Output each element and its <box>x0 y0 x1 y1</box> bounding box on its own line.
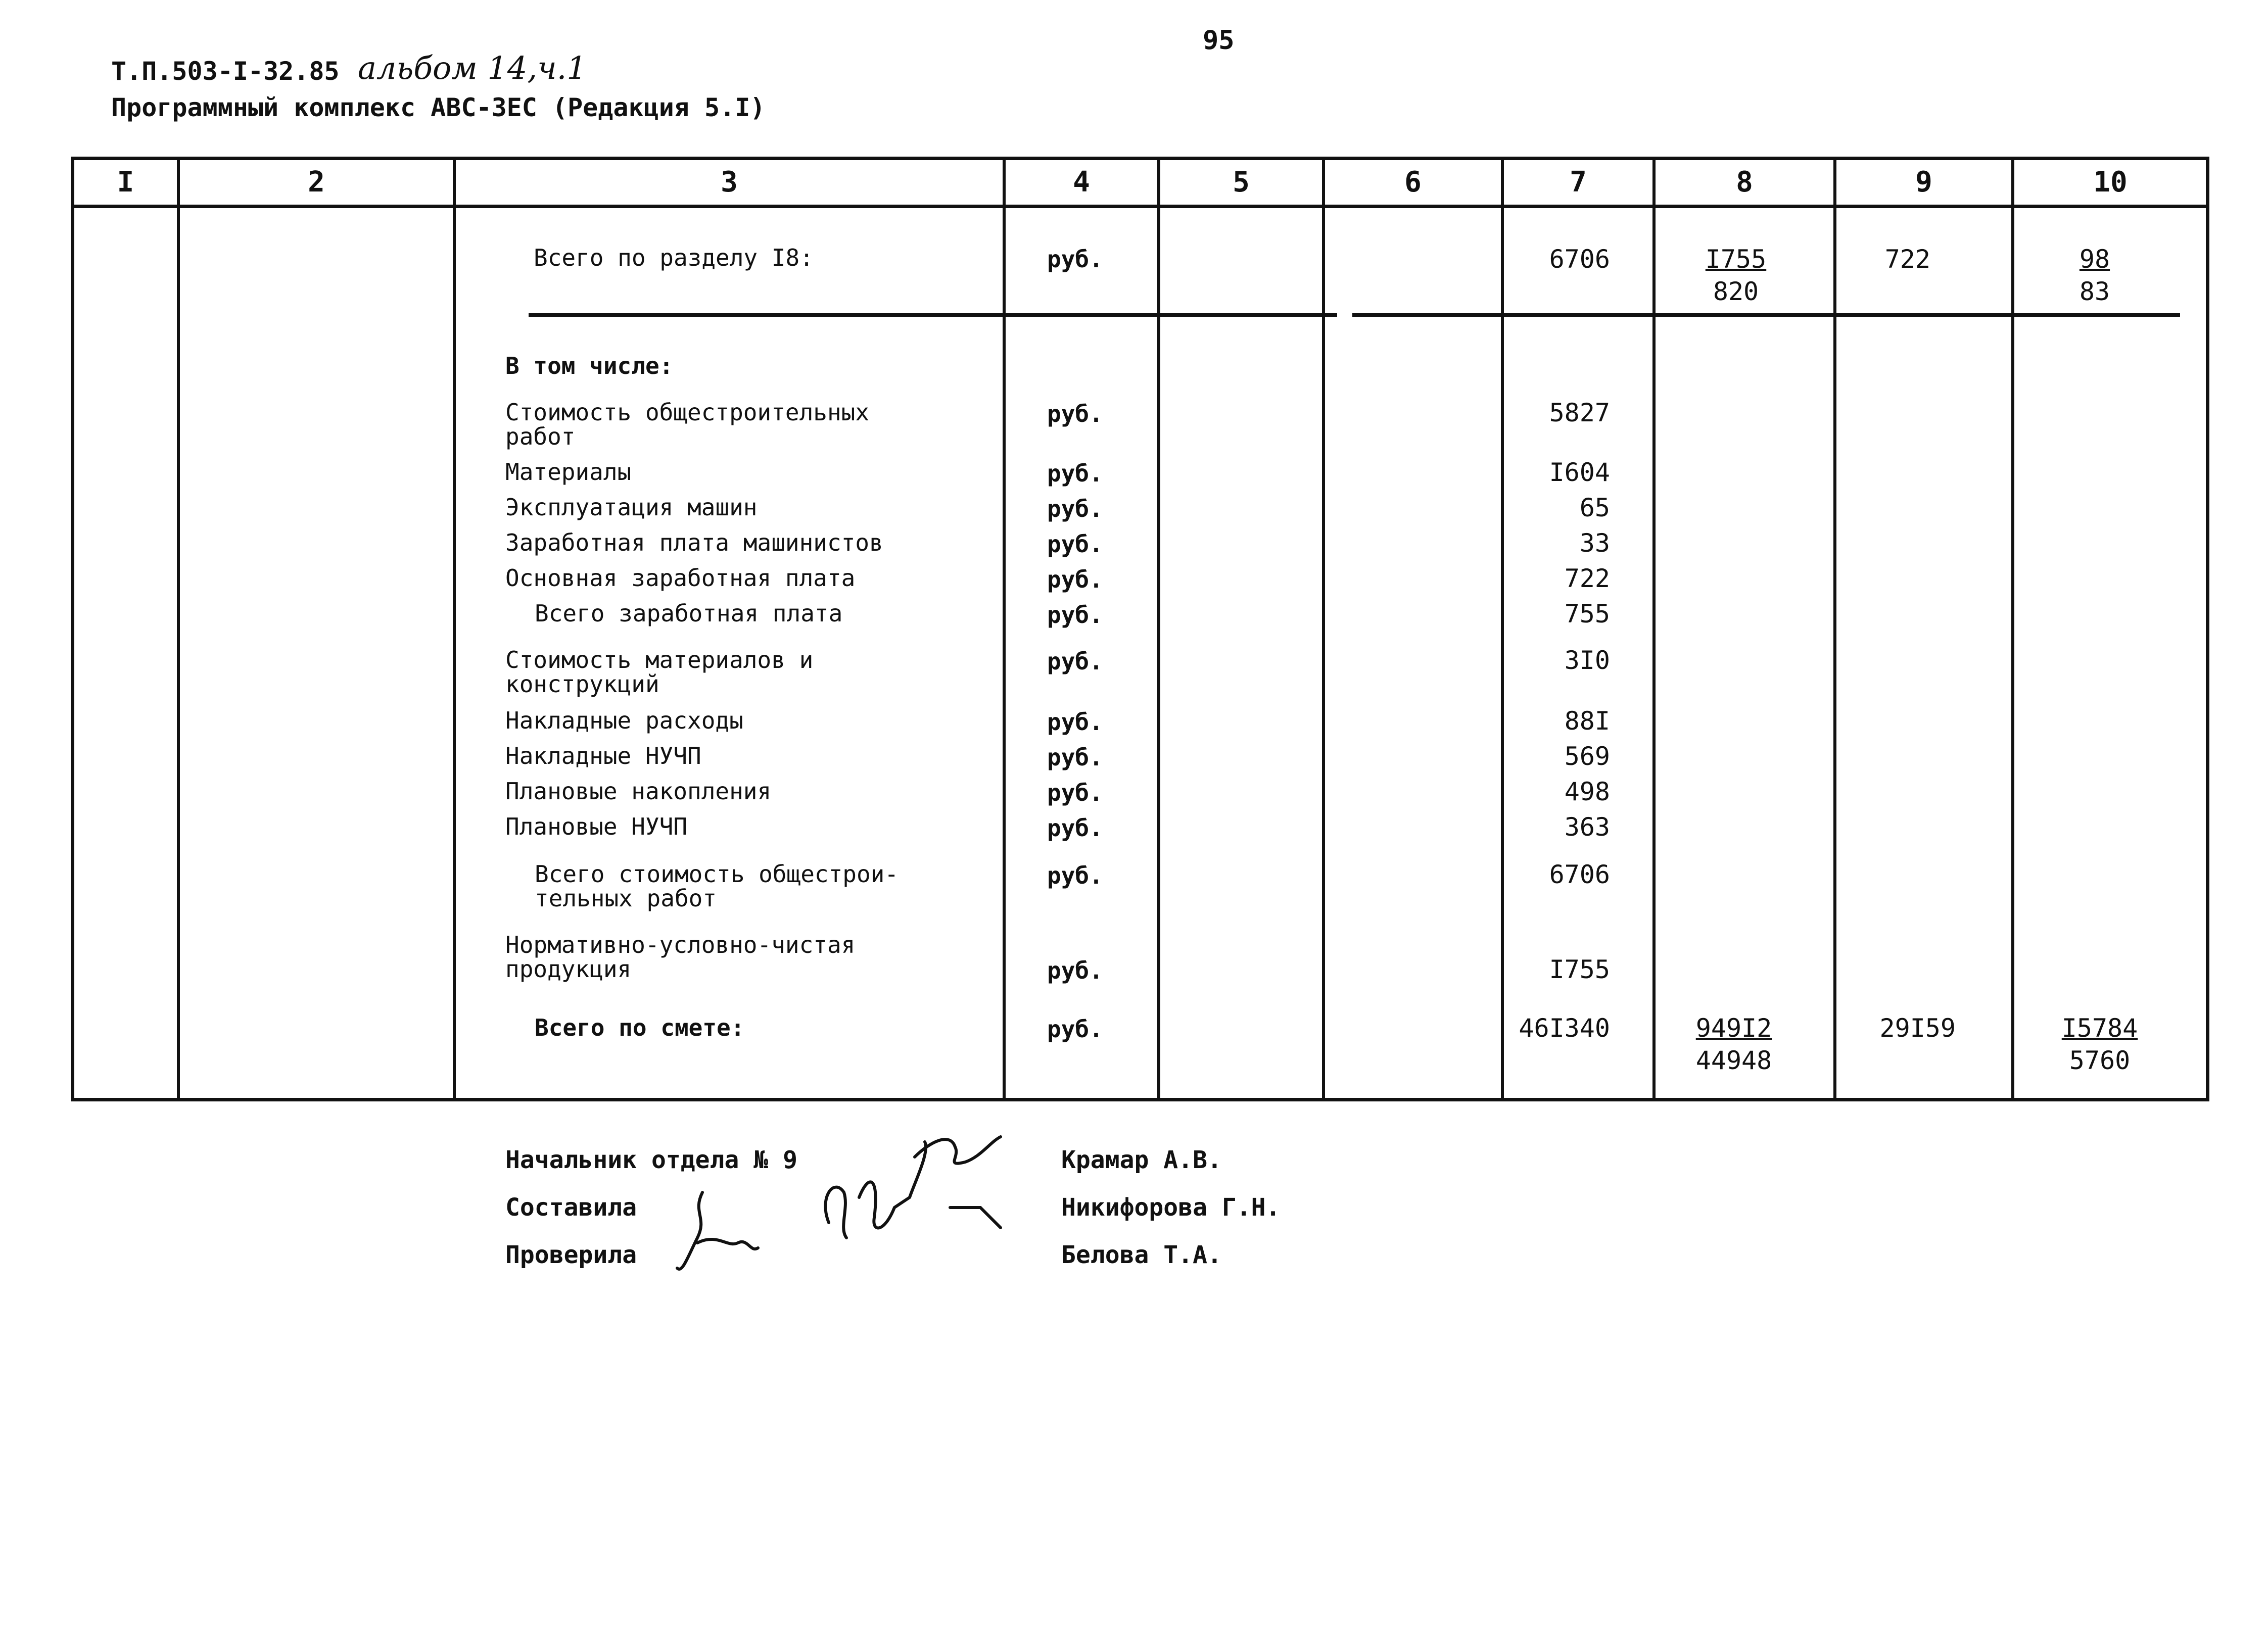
handwritten-signature-compiled <box>662 1182 773 1278</box>
column-number-6: 6 <box>1404 166 1422 199</box>
column-number-10: 10 <box>2093 166 2128 199</box>
c8-denominator: 44948 <box>1695 1046 1772 1075</box>
signature-name-compiled: Никифорова Г.Н. <box>1061 1193 1281 1222</box>
signature-name-head: Крамар А.В. <box>1061 1146 1222 1174</box>
row-normative-net-unit: руб. <box>1047 957 1103 984</box>
row-estimate-total-c10 <box>2042 1013 2158 1075</box>
column-divider <box>1003 157 1006 1101</box>
row-estimate-total-unit: руб. <box>1047 1016 1103 1043</box>
column-number-8: 8 <box>1736 166 1753 199</box>
row-total-construction-unit: руб. <box>1047 862 1103 889</box>
document-code: Т.П.503-I-32.85 <box>111 57 340 86</box>
column-number-7: 7 <box>1570 166 1587 199</box>
row-including-heading: В том числе: <box>505 352 674 379</box>
column-divider <box>1652 157 1656 1101</box>
row-section-total-c10 <box>2042 245 2148 306</box>
c10-numerator: 98 <box>2079 245 2110 274</box>
signature-name-checked: Белова Т.А. <box>1061 1241 1222 1269</box>
row-total-wage-unit: руб. <box>1047 601 1103 629</box>
column-divider <box>453 157 456 1101</box>
page-number: 95 <box>1203 25 1235 56</box>
row-estimate-total-c8 <box>1676 1013 1792 1075</box>
row-planned-savings-unit: руб. <box>1047 779 1103 806</box>
row-planned-nuchp-c7: 363 <box>1564 812 1610 842</box>
row-materials-structures-c7: 3I0 <box>1564 646 1610 675</box>
c8-numerator: I755 <box>1705 245 1767 274</box>
signature-role-compiled: Составила <box>505 1193 637 1222</box>
row-operators-wage-unit: руб. <box>1047 530 1103 558</box>
column-divider <box>2011 157 2014 1101</box>
column-number-9: 9 <box>1915 166 1932 199</box>
column-number-3: 3 <box>721 166 738 199</box>
row-machinery-unit: руб. <box>1047 495 1103 522</box>
column-number-4: 4 <box>1073 166 1090 199</box>
estimate-table <box>71 157 2209 1101</box>
row-base-wage-unit: руб. <box>1047 566 1103 593</box>
handwritten-album-note: альбом 14,ч.1 <box>358 50 587 86</box>
row-materials-structures-unit: руб. <box>1047 648 1103 675</box>
row-overheads-unit: руб. <box>1047 708 1103 736</box>
row-total-wage-c7: 755 <box>1564 599 1610 629</box>
row-planned-savings-c7: 498 <box>1564 777 1610 806</box>
row-overheads-c7: 88I <box>1564 706 1610 736</box>
row-materials-structures-desc: Стоимость материалов и конструкций <box>505 646 814 698</box>
row-estimate-total-c9: 29I59 <box>1879 1013 1956 1043</box>
row-section-total-unit: руб. <box>1047 246 1103 273</box>
row-total-construction-desc: Всего стоимость общестрои- тельных работ <box>535 860 899 912</box>
row-operators-wage-desc: Заработная плата машинистов <box>505 529 883 556</box>
row-operators-wage-c7: 33 <box>1579 528 1610 558</box>
row-overheads-nuchp-unit: руб. <box>1047 744 1103 771</box>
row-estimate-total-c7: 46I340 <box>1519 1013 1610 1043</box>
row-base-wage-desc: Основная заработная плата <box>505 564 856 592</box>
row-general-construction-unit: руб. <box>1047 400 1103 427</box>
c8-numerator: 949I2 <box>1695 1013 1772 1043</box>
row-planned-savings-desc: Плановые накопления <box>505 778 772 805</box>
row-machinery-c7: 65 <box>1579 493 1610 522</box>
column-divider <box>1157 157 1160 1101</box>
row-total-wage-desc: Всего заработная плата <box>535 600 843 627</box>
row-normative-net-c7: I755 <box>1549 955 1610 984</box>
c10-numerator: I5784 <box>2061 1013 2138 1043</box>
c10-denominator: 5760 <box>2069 1046 2131 1075</box>
row-estimate-total-desc: Всего по смете: <box>535 1014 745 1041</box>
column-number-1: I <box>117 166 134 199</box>
row-overheads-nuchp-desc: Накладные НУЧП <box>505 742 701 769</box>
document-subtitle: Программный комплекс АВС-ЗЕС (Редакция 5.I) <box>111 93 766 122</box>
section-separator <box>1352 313 2180 317</box>
row-overheads-desc: Накладные расходы <box>505 707 743 734</box>
c10-denominator: 83 <box>2079 277 2110 306</box>
column-number-2: 2 <box>308 166 325 199</box>
row-planned-nuchp-unit: руб. <box>1047 814 1103 842</box>
row-materials-desc: Материалы <box>505 458 632 486</box>
row-total-construction-c7: 6706 <box>1549 860 1610 889</box>
row-planned-nuchp-desc: Плановые НУЧП <box>505 813 688 840</box>
signature-role-checked: Проверила <box>505 1241 637 1269</box>
signature-role-head: Начальник отдела № 9 <box>505 1146 797 1174</box>
c8-denominator: 820 <box>1713 277 1759 306</box>
table-header-rule <box>71 205 2209 208</box>
row-materials-unit: руб. <box>1047 460 1103 487</box>
row-section-total-c7: 6706 <box>1549 245 1610 274</box>
row-section-total-c9: 722 <box>1884 245 1930 274</box>
section-separator <box>529 313 1337 317</box>
column-divider <box>1322 157 1325 1101</box>
handwritten-signature-head <box>798 1122 1021 1253</box>
row-materials-c7: I604 <box>1549 458 1610 487</box>
row-overheads-nuchp-c7: 569 <box>1564 742 1610 771</box>
row-section-total-c8 <box>1683 245 1789 306</box>
column-divider <box>177 157 180 1101</box>
column-divider <box>1833 157 1836 1101</box>
column-number-5: 5 <box>1233 166 1250 199</box>
row-base-wage-c7: 722 <box>1564 564 1610 593</box>
row-normative-net-desc: Нормативно-условно-чистая продукция <box>505 931 856 983</box>
row-general-construction-desc: Стоимость общестроительных работ <box>505 399 870 450</box>
row-machinery-desc: Эксплуатация машин <box>505 494 758 521</box>
row-section-total-desc: Всего по разделу I8: <box>534 244 814 271</box>
row-general-construction-c7: 5827 <box>1549 398 1610 427</box>
